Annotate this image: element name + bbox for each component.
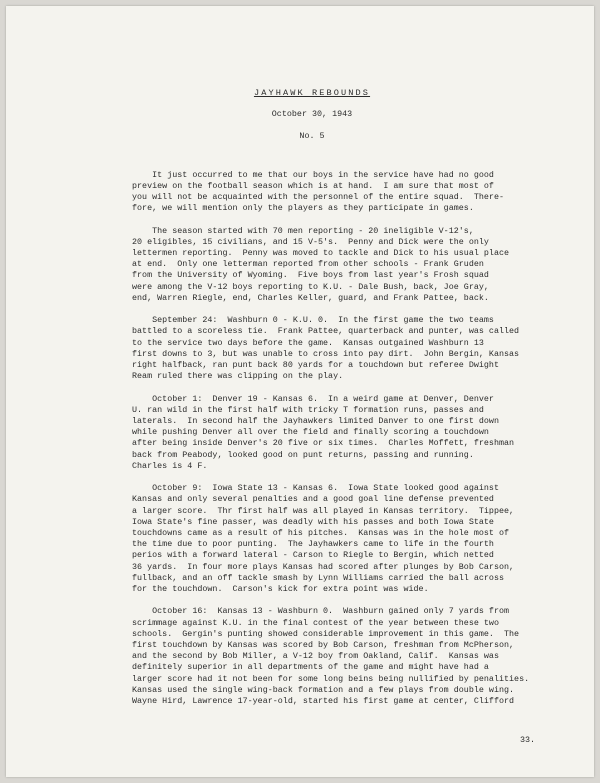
text-line: Wayne Hird, Lawrence 17-year-old, started his first game at center, Clifford bbox=[132, 696, 515, 707]
text-line: definitely superior in all departments of the game and might have had a bbox=[132, 662, 489, 673]
text-line: battled to a scoreless tie. Frank Pattee, quarterback and punter, was called bbox=[132, 326, 520, 337]
typed-text-body bbox=[132, 88, 552, 707]
text-line: and the second by Bob Miller, a V-12 boy from Oakland, Calif. Kansas was bbox=[132, 651, 499, 662]
text-line: to the service two days before the game. Kansas outgained Washburn 13 bbox=[132, 337, 484, 348]
text-line: 20 eligibles, 15 civilians, and 15 V-5's. Penny and Dick were the only bbox=[132, 236, 489, 247]
text-line: schools. Gergin's punting showed considerable improvement in this game. The bbox=[132, 628, 520, 639]
text-line: first downs to 3, but was unable to cross into pay dirt. John Bergin, Kansas bbox=[132, 348, 520, 359]
text-line: first touchdown by Kansas was scored by Bob Carson, freshman from McPherson, bbox=[132, 640, 515, 651]
text-line: October 16: Kansas 13 - Washburn 0. Washburn gained only 7 yards from bbox=[132, 606, 510, 617]
text-line: right halfback, ran punt back 80 yards for a touchdown but referee Dwight bbox=[132, 360, 499, 371]
paragraph-intro bbox=[132, 170, 552, 215]
text-line: Iowa State's fine passer, was deadly with his passes and both Iowa State bbox=[132, 516, 494, 527]
text-line: laterals. In second half the Jayhawkers limited Danver to one first down bbox=[132, 416, 499, 427]
text-line: Ream ruled there was clipping on the play. bbox=[132, 371, 344, 382]
text-line: end, Warren Riegle, end, Charles Keller, guard, and Frank Pattee, back. bbox=[132, 292, 489, 303]
document-page bbox=[6, 6, 594, 777]
text-line: after being inside Denver's 20 five or six times. Charles Moffett, freshman bbox=[132, 438, 515, 449]
issue-number: No. 5 bbox=[299, 131, 325, 142]
text-line: touchdowns came as a result of his pitches. Kansas was in the hole most of bbox=[132, 528, 510, 539]
text-line: October 9: Iowa State 13 - Kansas 6. Iowa State looked good against bbox=[132, 483, 499, 494]
text-line: the time due to poor punting. The Jayhawkers came to life in the fourth bbox=[132, 539, 494, 550]
text-line: Kansas and only several penalties and a good goal line defense prevented bbox=[132, 494, 494, 505]
text-line: Kansas used the single wing-back formation and a few plays from double wing. bbox=[132, 684, 515, 695]
paragraph-september-24 bbox=[132, 315, 552, 382]
text-line: a larger score. Thr first half was all played in Kansas territory. Tippee, bbox=[132, 505, 515, 516]
text-line: fullback, and an off tackle smash by Lynn Williams carried the ball across bbox=[132, 572, 505, 583]
text-line: 36 yards. In four more plays Kansas had scored after plunges by Bob Carson, bbox=[132, 561, 515, 572]
text-line: from the University of Wyoming. Five boys from last year's Frosh squad bbox=[132, 270, 489, 281]
text-line: at end. Only one letterman reported from other schools - Frank Gruden bbox=[132, 259, 484, 270]
text-line: The season started with 70 men reporting - 20 ineligible V-12's, bbox=[132, 225, 474, 236]
paragraph-october-1 bbox=[132, 394, 552, 472]
text-line: scrimmage against K.U. in the final contest of the year between these two bbox=[132, 617, 499, 628]
text-line: larger score had it not been for some long beins being nullified by penalities. bbox=[132, 673, 530, 684]
page-number: 33. bbox=[520, 735, 536, 745]
text-line: October 1: Denver 19 - Kansas 6. In a weird game at Denver, Denver bbox=[132, 393, 494, 404]
text-line: U. ran wild in the first half with tricky T formation runs, passes and bbox=[132, 404, 484, 415]
text-line: while pushing Denver all over the field and finally scoring a touchdown bbox=[132, 427, 489, 438]
text-line: preview on the football season which is at hand. I am sure that most of bbox=[132, 180, 494, 191]
text-line: lettermen reporting. Penny was moved to tackle and Dick to his usual place bbox=[132, 248, 510, 259]
text-line: Charles is 4 F. bbox=[132, 460, 208, 471]
text-line: you will not be acquainted with the personnel of the entire squad. There- bbox=[132, 192, 505, 203]
text-line: perios with a forward lateral - Carson to Riegle to Bergin, which netted bbox=[132, 550, 494, 561]
text-line: for the touchdown. Carson's kick for extra point was wide. bbox=[132, 584, 429, 595]
text-line: fore, we will mention only the players as they participate in games. bbox=[132, 203, 474, 214]
newsletter-title: JAYHAWK REBOUNDS bbox=[253, 88, 371, 98]
text-line: It just occurred to me that our boys in the service have had no good bbox=[132, 169, 494, 180]
newsletter-date: October 30, 1943 bbox=[271, 109, 353, 120]
paragraph-season-start bbox=[132, 226, 552, 304]
paragraph-october-9 bbox=[132, 483, 552, 595]
text-line: were among the V-12 boys reporting to K.U. - Dale Bush, back, Joe Gray, bbox=[132, 281, 489, 292]
text-line: September 24: Washburn 0 - K.U. 0. In the first game the two teams bbox=[132, 315, 494, 326]
paragraph-october-16 bbox=[132, 606, 552, 707]
text-line: back from Peabody, looked good on punt returns, passing and running. bbox=[132, 449, 474, 460]
